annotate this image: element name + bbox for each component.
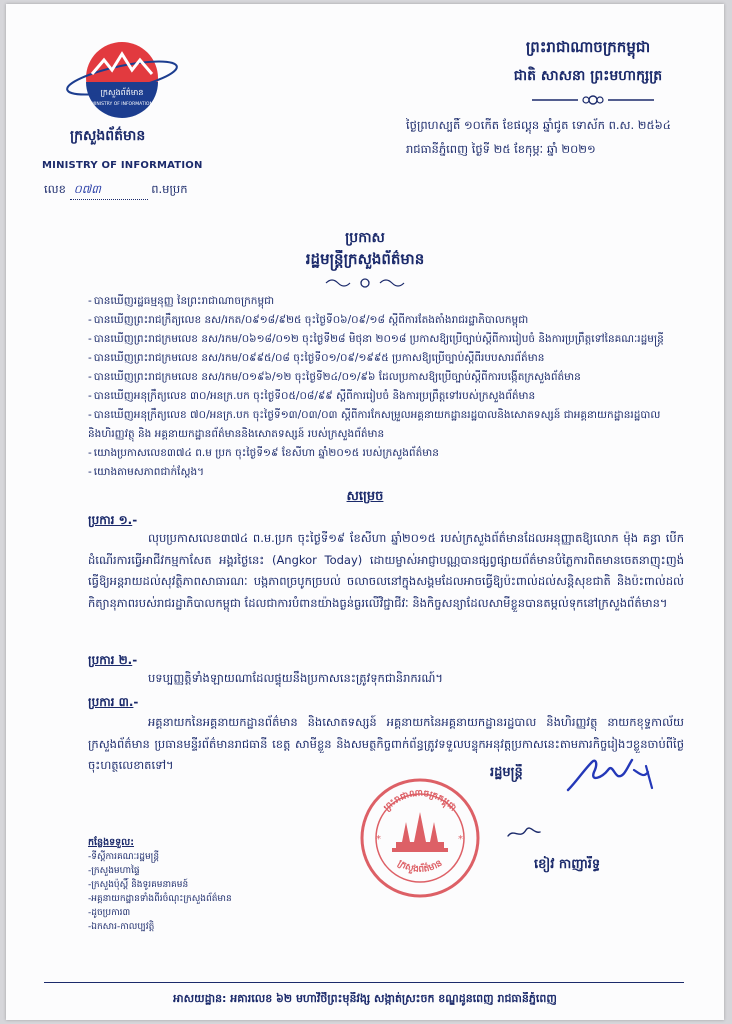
preamble-list bbox=[88, 292, 678, 482]
national-motto: ជាតិ សាសនា ព្រះមហាក្សត្រ bbox=[513, 68, 663, 84]
svg-text:*: * bbox=[376, 834, 381, 845]
recipient-item: - ក្រសួងមហាផ្ទៃ bbox=[88, 864, 348, 878]
date-lunar: ថ្ងៃព្រហស្បតិ៍ ១០កើត ខែផល្គុន ឆ្នាំជូត ទោស័ក ព.ស. ២៥៦៤ bbox=[406, 118, 671, 132]
article-label-text: ប្រការ ៣. bbox=[88, 695, 134, 709]
recipient-item: - ឯកសារ-កាលប្បវត្តិ bbox=[88, 920, 348, 934]
article-2-label: ប្រការ ២.- bbox=[88, 653, 138, 667]
reference-number bbox=[44, 182, 294, 200]
footer-divider bbox=[44, 982, 684, 983]
preamble-item: - បានឃើញព្រះរាជក្រមលេខ នស/រកម/០៩៩៥/០៨ ចុះថ្ងៃទី០១/០៩/១៩៩៥ ប្រកាសឱ្យប្រើច្បាប់ស្តីពីរបបសារព័ត៌មាន bbox=[88, 349, 678, 368]
preamble-item: - បានឃើញព្រះរាជក្រមលេខ នស/រកម/០៦១៨/០១២ ចុះថ្ងៃទី២៨ មិថុនា ២០១៨ ប្រកាសឱ្យប្រើច្បាប់ស្តីពីការរៀបចំ និងការប្រព្រឹត្តទៅនៃគណៈរដ្ឋមន្ត្រី bbox=[88, 330, 678, 349]
preamble-item: - បានឃើញអនុក្រឹត្យលេខ ៧០/អនក្រ.បក ចុះថ្ងៃទី១៣/០៣/០៣ ស្តីពីការកែសម្រួលអគ្គនាយកដ្ឋានរដ្ឋបាលនិងសោតទស្សន៍ ជាអគ្គនាយកដ្ឋានរដ្ឋបាលនិងហិរញ្ញវត្ថុ និង អគ្គនាយកដ្ឋានព័ត៌មាននិងសោតទស្សន៍ របស់ក្រសួងព័ត៌មាន bbox=[88, 406, 678, 444]
decision-heading: សម្រេច bbox=[346, 489, 384, 504]
ref-suffix: ព.មប្រក bbox=[151, 182, 188, 196]
date-solar: រាជធានីភ្នំពេញ ថ្ងៃទី ២៥ ខែកុម្ភៈ ឆ្នាំ ២០២១ bbox=[406, 142, 596, 156]
ref-number: ០៧៣ bbox=[70, 182, 148, 200]
preamble-item: - យោងប្រកាសលេខ៣៧៤ ព.ម ប្រក ចុះថ្ងៃទី១៩ ខែសីហា ឆ្នាំ២០១៥ របស់ក្រសួងព័ត៌មាន bbox=[88, 444, 678, 463]
signatory-name: ខៀវ កាញារីទ្ធ bbox=[534, 857, 601, 872]
recipients-block bbox=[88, 836, 348, 934]
preamble-item: - បានឃើញព្រះរាជក្រឹត្យលេខ នស/រកត/០៩១៨/៩២៥ ចុះថ្ងៃទី០៦/០៩/១៨ ស្តីពីការតែងតាំងរាជរដ្ឋាភិបាលកម្ពុជា bbox=[88, 311, 678, 330]
seal-bottom-text: ក្រសួងព័ត៌មាន bbox=[395, 858, 445, 875]
article-1-label: ប្រការ ១.- bbox=[88, 513, 138, 527]
handwritten-signature bbox=[562, 752, 662, 806]
initials-mark bbox=[504, 820, 544, 848]
document-type: ប្រកាស bbox=[345, 230, 385, 246]
article-1-text: លុបប្រកាសលេខ៣៧៤ ព.ម.ប្រក ចុះថ្ងៃទី១៩ ខែសីហា ឆ្នាំ២០១៥ របស់ក្រសួងព័ត៌មានដែលអនុញ្ញាតឱ្យលោក ម៉ុង គន្ធា បើកដំណើរការធ្វើអាជីវកម្មកាសែត អង្គរថ្ងៃនេះ (Angkor Today) ដោយម្ចាស់អាជ្ញាបណ្ណបានផ្សព្វផ្សាយព័ត៌មានបំភ្លៃការពិតមានចេតនាញុះញង់ធ្វើឱ្យអន្តរាយដល់សុវត្ថិភាពសាធារណៈ បង្កភាពច្របូកច្របល់ ចលាចលនៅក្នុងសង្គមដែលអាចធ្វើឱ្យប៉ះពាល់ដល់សន្តិសុខជាតិ និងប៉ះពាល់ដល់កិត្យានុភាពរបស់រាជរដ្ឋាភិបាលកម្ពុជា ដែលជាការបំពានយ៉ាងធ្ងន់ធ្ងរលើវិជ្ជាជីវៈ និងកិច្ចសន្យាដែលសាមីខ្លួនបានតម្កល់ទុកនៅក្រសួងព័ត៌មាន។ bbox=[88, 531, 684, 610]
svg-text:*: * bbox=[458, 834, 463, 845]
signatory-title: រដ្ឋមន្ត្រី bbox=[490, 765, 523, 780]
recipient-item: - អគ្គនាយកដ្ឋានទាំងពីរចំណុះក្រសួងព័ត៌មាន bbox=[88, 892, 348, 906]
article-3-label: ប្រការ ៣.- bbox=[88, 695, 139, 709]
recipient-item: - ក្រសួងប៉ុស្តិ៍ និងទូរគមនាគមន៍ bbox=[88, 878, 348, 892]
ministry-logo bbox=[62, 38, 182, 128]
article-label-text: ប្រការ ១. bbox=[88, 513, 133, 527]
ministry-name-kh: ក្រសួងព័ត៌មាន bbox=[70, 128, 146, 144]
preamble-item: - បានឃើញអនុក្រឹត្យលេខ ៣០/អនក្រ.បក ចុះថ្ងៃទី០៥/០៨/៩៩ ស្តីពីការរៀបចំ និងការប្រព្រឹត្តទៅរបស់ក្រសួងព័ត៌មាន bbox=[88, 387, 678, 406]
preamble-item: - យោងតាមសភាពជាក់ស្តែង។ bbox=[88, 463, 678, 482]
recipient-item: - ទីស្តីការគណៈរដ្ឋមន្ត្រី bbox=[88, 850, 348, 864]
recipients-list bbox=[88, 850, 348, 934]
logo-text-kh: ក្រសួងព័ត៌មាន bbox=[100, 88, 144, 97]
seal-top-text: ព្រះរាជាណាចក្រកម្ពុជា bbox=[382, 788, 458, 814]
document-issuer: រដ្ឋមន្ត្រីក្រសួងព័ត៌មាន bbox=[305, 250, 425, 268]
footer-address: អាសយដ្ឋាន: អគារលេខ ៦២ មហាវិថីព្រះមុនីវង្ស សង្កាត់ស្រះចក ខណ្ឌដូនពេញ រាជធានីភ្នំពេញ bbox=[173, 992, 557, 1005]
angkor-temple-icon bbox=[392, 812, 448, 852]
recipients-heading: កន្លែងទទួល: bbox=[88, 837, 135, 848]
recipient-item: - ដូចប្រការ៣ bbox=[88, 906, 348, 920]
ornament-title bbox=[322, 274, 408, 293]
preamble-item: - បានឃើញរដ្ឋធម្មនុញ្ញ នៃព្រះរាជាណាចក្រកម្ពុជា bbox=[88, 292, 678, 311]
ministry-name-en: MINISTRY OF INFORMATION bbox=[42, 160, 203, 171]
document-page bbox=[6, 4, 724, 1020]
ref-label: លេខ bbox=[44, 182, 66, 196]
svg-text:ព្រះរាជាណាចក្រកម្ពុជា bbox=[382, 789, 457, 814]
official-seal bbox=[358, 776, 482, 904]
logo-text-en: MINISTRY OF INFORMATION bbox=[91, 102, 153, 107]
article-label-text: ប្រការ ២. bbox=[88, 653, 133, 667]
article-2-text: បទប្បញ្ញត្តិទាំងឡាយណាដែលផ្ទុយនឹងប្រកាសនេះត្រូវទុកជានិរាករណ៍។ bbox=[148, 671, 443, 685]
kingdom-heading: ព្រះរាជាណាចក្រកម្ពុជា bbox=[525, 38, 651, 56]
preamble-item: - បានឃើញព្រះរាជក្រមលេខ នស/រកម/០១៩៦/១២ ចុះថ្ងៃទី២៤/០១/៩៦ ដែលប្រកាសឱ្យប្រើច្បាប់ស្តីពីការបង្កើតក្រសួងព័ត៌មាន bbox=[88, 368, 678, 387]
article-3-text: អគ្គនាយកនៃអគ្គនាយកដ្ឋានព័ត៌មាន និងសោតទស្សន៍ អគ្គនាយកនៃអគ្គនាយកដ្ឋានរដ្ឋបាល និងហិរញ្ញវត្ថុ នាយកខុទ្ទកាល័យក្រសួងព័ត៌មាន ប្រធានមន្ទីរព័ត៌មានរាជធានី ខេត្ត សាមីខ្លួន និងសមត្ថកិច្ចពាក់ព័ន្ធត្រូវទទួលបន្ទុកអនុវត្តប្រកាសនេះតាមភារកិច្ចរៀងៗខ្លួនចាប់ពីថ្ងៃចុះហត្ថលេខាតទៅ។ bbox=[88, 715, 684, 772]
svg-text:ក្រសួងព័ត៌មាន bbox=[396, 858, 445, 875]
ornament-top bbox=[528, 92, 658, 111]
